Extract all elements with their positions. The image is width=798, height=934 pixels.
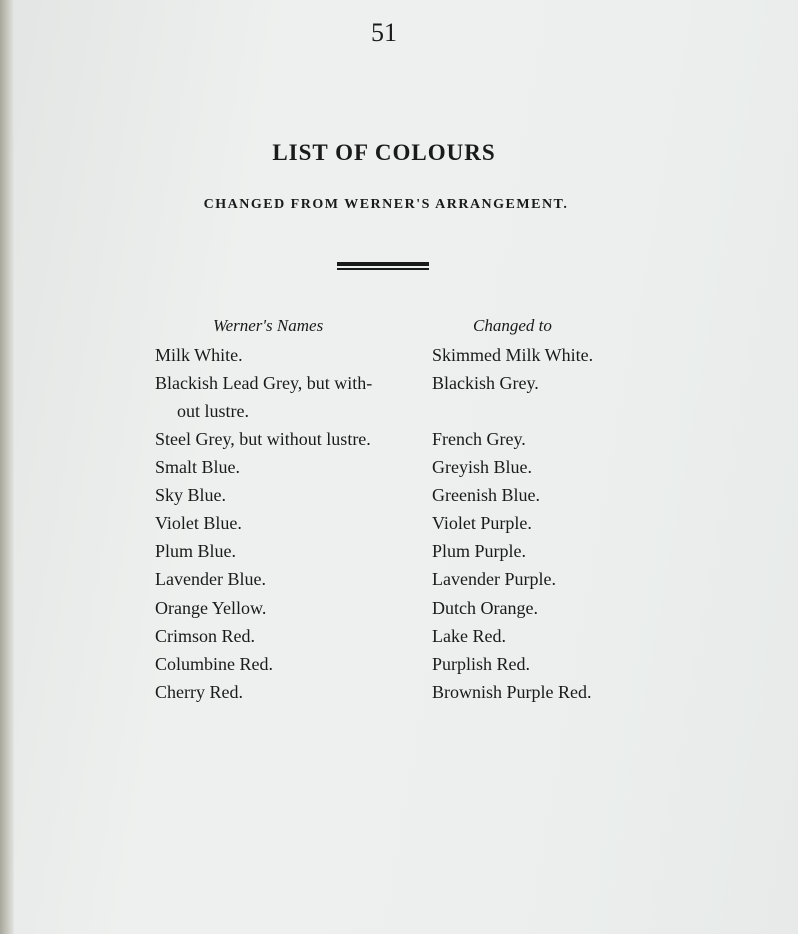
werner-name <box>155 369 423 425</box>
werner-name-text: Lavender Blue. <box>155 569 266 589</box>
page-subtitle: CHANGED FROM WERNER'S ARRANGEMENT. <box>203 197 569 212</box>
werner-name-text: Plum Blue. <box>155 541 237 561</box>
werner-name-text: Smalt Blue. <box>155 457 240 477</box>
werner-name-text: Sky Blue. <box>155 485 227 505</box>
rule-thick-line <box>337 262 429 266</box>
werner-name <box>155 565 423 593</box>
werner-name-text: Steel Grey, but without lustre. <box>155 429 371 449</box>
rule-thin-line <box>337 268 429 270</box>
changed-name: Lavender Purple. <box>432 569 556 589</box>
page-title: LIST OF COLOURS <box>272 140 496 165</box>
column-header-werners-names: Werner's Names <box>213 316 324 335</box>
changed-name: French Grey. <box>432 429 526 449</box>
werner-name-text: Columbine Red. <box>155 654 273 674</box>
werner-name <box>155 509 423 537</box>
changed-name: Greyish Blue. <box>432 457 532 477</box>
changed-name: Purplish Red. <box>432 654 531 674</box>
changed-name: Skimmed Milk White. <box>432 345 594 365</box>
changed-name: Violet Purple. <box>432 513 532 533</box>
changed-name: Blackish Grey. <box>432 373 539 393</box>
werner-name-text: Crimson Red. <box>155 626 256 646</box>
werner-name-continuation: out lustre. <box>177 401 249 421</box>
changed-name: Plum Purple. <box>432 541 527 561</box>
werner-name-text: Cherry Red. <box>155 682 243 702</box>
werner-name <box>155 425 423 453</box>
werner-name-text: Milk White. <box>155 345 243 365</box>
decorative-double-rule <box>337 262 429 270</box>
column-header-changed-to: Changed to <box>473 316 552 335</box>
changed-name: Brownish Purple Red. <box>432 682 592 702</box>
werner-name <box>155 341 423 369</box>
werner-name <box>155 622 423 650</box>
werner-name <box>155 481 423 509</box>
changed-name: Dutch Orange. <box>432 598 538 618</box>
werner-name <box>155 453 423 481</box>
werner-name-text: Blackish Lead Grey, but with- <box>155 373 373 393</box>
werner-name-text: Orange Yellow. <box>155 598 267 618</box>
werner-name <box>155 678 423 706</box>
page-number: 51 <box>371 18 397 47</box>
werner-name <box>155 594 423 622</box>
werner-name-text: Violet Blue. <box>155 513 242 533</box>
werner-name <box>155 650 423 678</box>
changed-name: Lake Red. <box>432 626 506 646</box>
changed-name: Greenish Blue. <box>432 485 540 505</box>
werner-name <box>155 537 423 565</box>
